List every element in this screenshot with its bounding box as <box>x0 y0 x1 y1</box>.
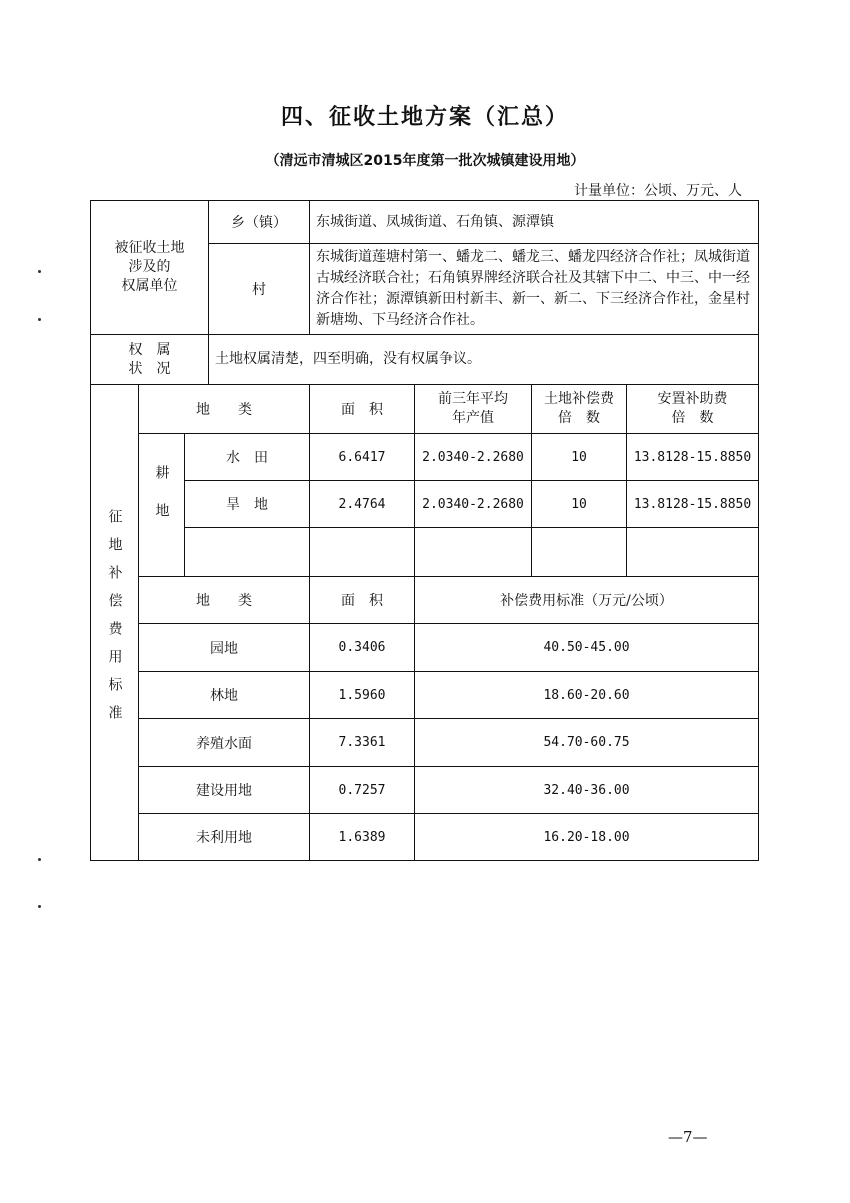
empty-cell <box>627 528 759 577</box>
header-line: 土地补偿费 <box>544 391 615 407</box>
avg-output: 2.0340-2.2680 <box>415 481 532 528</box>
scan-speck <box>38 858 41 861</box>
resettle-multiple: 13.8128-15.8850 <box>627 434 759 481</box>
village-value: 东城街道莲塘村第一、蟠龙二、蟠龙三、蟠龙四经济合作社；凤城街道古城经济联合社；石角镇界牌经济联合社及其辖下中二、中三、中一经济合作社；源潭镇新田村新丰、新一、新二、下三经济合作社，金星村新塘坳、下马经济合作社。 <box>310 244 759 335</box>
table-row <box>91 481 759 528</box>
area: 7.3361 <box>310 719 415 767</box>
comp-multiple: 10 <box>532 434 627 481</box>
table-row <box>91 767 759 814</box>
land-type: 养殖水面 <box>139 719 310 767</box>
empty-cell <box>415 528 532 577</box>
land-acquisition-table <box>90 200 759 861</box>
area: 1.5960 <box>310 672 415 719</box>
owner-label-line: 被征收土地 <box>114 240 185 256</box>
standard: 40.50-45.00 <box>415 624 759 672</box>
area: 0.3406 <box>310 624 415 672</box>
town-label: 乡（镇） <box>209 201 310 244</box>
farmland-header-area: 面 积 <box>310 385 415 434</box>
table-row <box>91 434 759 481</box>
ownership-status-label-line: 状 况 <box>128 360 171 377</box>
area: 1.6389 <box>310 814 415 861</box>
ownership-status-label-line: 权 属 <box>128 341 171 358</box>
other-header-type: 地 类 <box>139 577 310 624</box>
other-header-standard: 补偿费用标准（万元/公顷） <box>415 577 759 624</box>
scan-speck <box>38 270 41 273</box>
area: 2.4764 <box>310 481 415 528</box>
land-type: 林地 <box>139 672 310 719</box>
standard: 32.40-36.00 <box>415 767 759 814</box>
land-type: 园地 <box>139 624 310 672</box>
owner-label-line: 涉及的 <box>128 259 171 275</box>
village-label: 村 <box>209 244 310 335</box>
table-row <box>91 719 759 767</box>
area: 0.7257 <box>310 767 415 814</box>
page-title: 四、征收土地方案（汇总） <box>280 105 569 130</box>
comp-multiple: 10 <box>532 481 627 528</box>
standard: 18.60-20.60 <box>415 672 759 719</box>
table-row-empty <box>91 528 759 577</box>
table-row <box>91 672 759 719</box>
standard: 54.70-60.75 <box>415 719 759 767</box>
avg-output: 2.0340-2.2680 <box>415 434 532 481</box>
land-type: 水 田 <box>185 434 310 481</box>
farmland-header-comp <box>532 385 627 434</box>
town-value: 东城街道、凤城街道、石角镇、源潭镇 <box>310 201 759 244</box>
empty-cell <box>532 528 627 577</box>
land-type: 未利用地 <box>139 814 310 861</box>
scan-speck <box>38 905 41 908</box>
page-number: —7— <box>668 1128 708 1146</box>
empty-cell <box>310 528 415 577</box>
farmland-header-type: 地 类 <box>139 385 310 434</box>
scan-speck <box>38 318 41 321</box>
land-type: 建设用地 <box>139 767 310 814</box>
header-line: 安置补助费 <box>657 391 728 407</box>
farmland-header-resettle <box>627 385 759 434</box>
farmland-header-avg-output <box>415 385 532 434</box>
header-line: 倍 数 <box>671 410 714 426</box>
compensation-label: 征地补偿费用标准 <box>106 508 123 733</box>
ownership-status-value: 土地权属清楚，四至明确，没有权属争议。 <box>209 335 759 385</box>
farmland-label-cell <box>139 434 185 577</box>
standard: 16.20-18.00 <box>415 814 759 861</box>
table-row <box>91 814 759 861</box>
other-header-area: 面 积 <box>310 577 415 624</box>
header-line: 年产值 <box>452 410 495 426</box>
table-row <box>91 624 759 672</box>
page-subtitle: （清远市清城区2015年度第一批次城镇建设用地） <box>265 153 585 169</box>
resettle-multiple: 13.8128-15.8850 <box>627 481 759 528</box>
header-line: 倍 数 <box>558 410 601 426</box>
farmland-label: 耕地 <box>153 465 170 541</box>
land-type: 旱 地 <box>185 481 310 528</box>
header-line: 前三年平均 <box>438 391 509 407</box>
owner-label-cell <box>91 201 209 335</box>
compensation-label-cell <box>91 385 139 861</box>
ownership-status-label <box>91 335 209 385</box>
measurement-unit: 计量单位：公顷、万元、人 <box>574 183 742 199</box>
area: 6.6417 <box>310 434 415 481</box>
owner-label-line: 权属单位 <box>121 278 178 294</box>
empty-cell <box>185 528 310 577</box>
